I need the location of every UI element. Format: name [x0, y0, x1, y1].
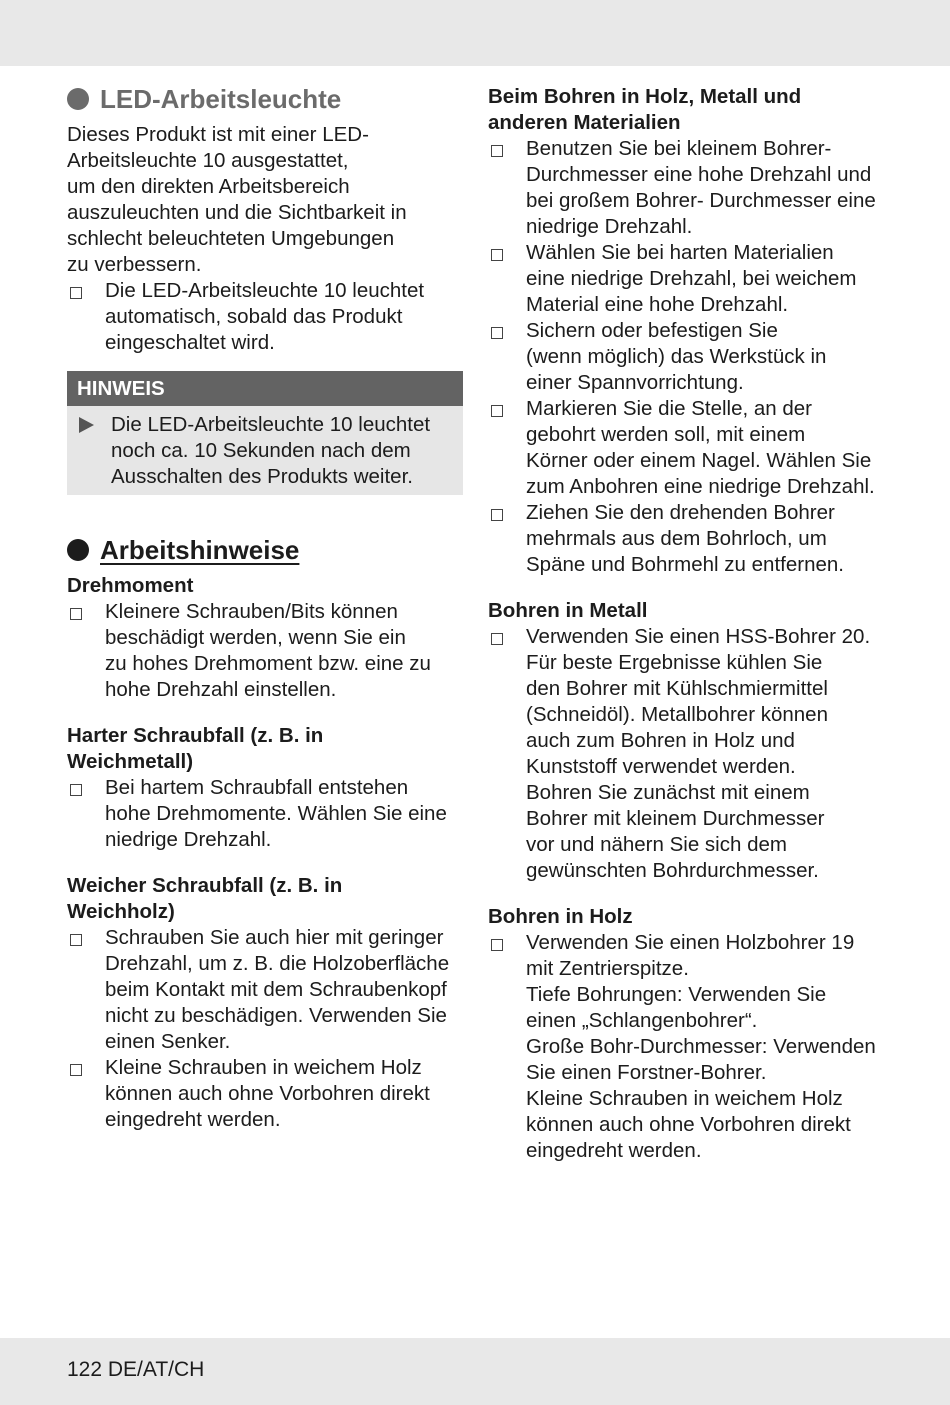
- bullet-dot-icon: [67, 88, 89, 110]
- hard-heading: Harter Schraubfall (z. B. in Weichmetall): [67, 724, 324, 773]
- list-item: Bei hartem Schraubfall entstehen hohe Drehmomente. Wählen Sie eine niedrige Drehzahl.: [67, 775, 463, 853]
- wood-heading: Bohren in Holz: [488, 905, 633, 928]
- list-item: Benutzen Sie bei kleinem Bohrer- Durchmesser eine hohe Drehzahl und bei großem Bohrer- Durchmesser eine niedrige Drehzahl.: [488, 136, 888, 240]
- list-item: Schrauben Sie auch hier mit geringer Drehzahl, um z. B. die Holzoberfläche beim Kontakt mit dem Schraubenkopf nicht zu beschädigen. Verwenden Sie einen Senker.: [67, 925, 463, 1055]
- metal-heading: Bohren in Metall: [488, 599, 648, 622]
- work-heading: Arbeitshinweise: [67, 535, 463, 565]
- torque-heading: Drehmoment: [67, 574, 194, 597]
- list-item: Markieren Sie die Stelle, an der gebohrt werden soll, mit einem Körner oder einem Nagel. Wählen Sie zum Anbohren eine niedrige Drehzahl.: [488, 396, 888, 500]
- page-number: 122 DE/AT/CH: [67, 1358, 205, 1381]
- list-item: Verwenden Sie einen Holzbohrer 19 mit Zentrierspitze. Tiefe Bohrungen: Verwenden Sie einen „Schlangenbohrer“. Große Bohr-Durchmesser: Verwenden Sie einen Forstner-Bohrer. Kleine Schrauben in weichem Holz können auch ohne Vorbohren direkt eingedreht werden.: [488, 930, 888, 1164]
- led-bullets: [67, 278, 463, 356]
- square-bullet-icon: [491, 509, 503, 521]
- metal-bullets: [488, 624, 888, 884]
- square-bullet-icon: [491, 405, 503, 417]
- led-heading: LED-Arbeitsleuchte: [67, 84, 463, 114]
- list-item: Sichern oder befestigen Sie (wenn möglich) das Werkstück in einer Spannvorrichtung.: [488, 318, 888, 396]
- list-item: Wählen Sie bei harten Materialien eine niedrige Drehzahl, bei weichem Material eine hohe Drehzahl.: [488, 240, 888, 318]
- square-bullet-icon: [491, 145, 503, 157]
- left-column: [67, 84, 463, 1133]
- square-bullet-icon: [70, 784, 82, 796]
- square-bullet-icon: [70, 934, 82, 946]
- drill-bullets: [488, 136, 888, 578]
- list-item: Kleinere Schrauben/Bits können beschädigt werden, wenn Sie ein zu hohes Drehmoment bzw. eine zu hohe Drehzahl einstellen.: [67, 599, 463, 703]
- list-item: Verwenden Sie einen HSS-Bohrer 20. Für beste Ergebnisse kühlen Sie den Bohrer mit Kühlschmiermittel (Schneidöl). Metallbohrer können auch zum Bohren in Holz und Kunststoff verwendet werden. Bohren Sie zunächst mit einem Bohrer mit kleinem Durchmesser vor und nähern Sie sich dem gewünschten Bohrdurchmesser.: [488, 624, 888, 884]
- led-intro: Dieses Produkt ist mit einer LED- Arbeitsleuchte 10 ausgestattet, um den direkten Arbeitsbereich auszuleuchten und die Sichtbarkeit in schlecht beleuchteten Umgebungen zu verbessern.: [67, 123, 407, 276]
- square-bullet-icon: [491, 939, 503, 951]
- square-bullet-icon: [70, 1064, 82, 1076]
- note-body: Die LED-Arbeitsleuchte 10 leuchtet noch ca. 10 Sekunden nach dem Ausschalten des Produkts weiter.: [67, 406, 463, 495]
- square-bullet-icon: [491, 633, 503, 645]
- arrow-right-icon: [79, 417, 94, 433]
- hard-bullets: [67, 775, 463, 853]
- list-item: Ziehen Sie den drehenden Bohrer mehrmals aus dem Bohrloch, um Späne und Bohrmehl zu entfernen.: [488, 500, 888, 578]
- torque-bullets: [67, 599, 463, 703]
- page-top-band: [0, 0, 950, 66]
- soft-bullets: [67, 925, 463, 1133]
- soft-heading: Weicher Schraubfall (z. B. in Weichholz): [67, 874, 343, 923]
- note-title: HINWEIS: [67, 371, 463, 406]
- list-item: Kleine Schrauben in weichem Holz können auch ohne Vorbohren direkt eingedreht werden.: [67, 1055, 463, 1133]
- drill-heading: Beim Bohren in Holz, Metall und anderen Materialien: [488, 85, 802, 134]
- right-column: [488, 84, 888, 1164]
- square-bullet-icon: [491, 249, 503, 261]
- square-bullet-icon: [70, 287, 82, 299]
- list-item: Die LED-Arbeitsleuchte 10 leuchtet automatisch, sobald das Produkt eingeschaltet wird.: [67, 278, 463, 356]
- bullet-dot-icon: [67, 539, 89, 561]
- square-bullet-icon: [491, 327, 503, 339]
- note-box: [67, 371, 463, 495]
- square-bullet-icon: [70, 608, 82, 620]
- wood-bullets: [488, 930, 888, 1164]
